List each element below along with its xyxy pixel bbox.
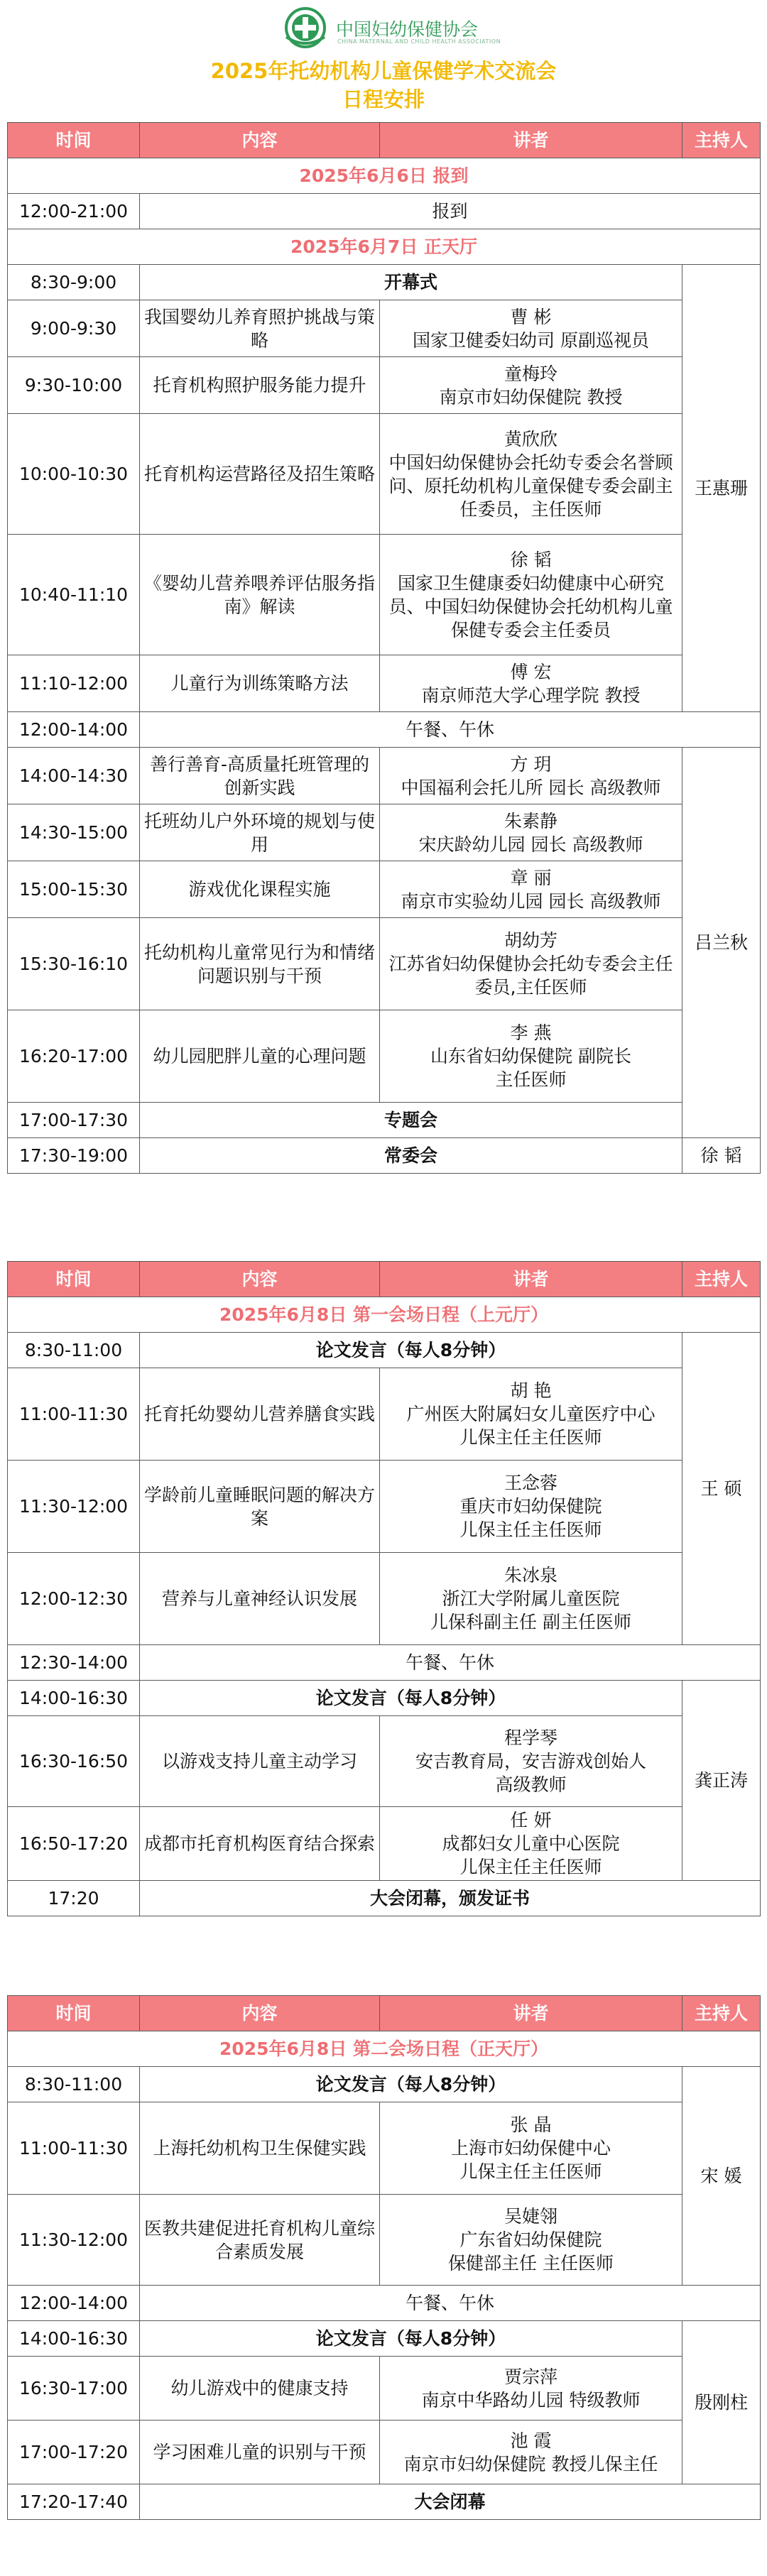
- speaker-cell: 傅 宏 南京师范大学心理学院 教授: [380, 655, 682, 712]
- schedule-table-hall1: [7, 1261, 761, 1916]
- page-header: [0, 0, 767, 121]
- time-cell: 11:00-11:30: [8, 2102, 140, 2195]
- table-row: [8, 2321, 761, 2357]
- time-cell: 17:00-17:20: [8, 2421, 140, 2484]
- content-cell: 医教共建促进托育机构儿童综合素质发展: [140, 2195, 380, 2286]
- content-cell: 托幼机构儿童常见行为和情绪问题识别与干预: [140, 918, 380, 1010]
- date-row: 2025年6月8日 第二会场日程（正天厅）: [8, 2031, 761, 2067]
- time-cell: 9:00-9:30: [8, 300, 140, 357]
- table-row: [8, 1716, 761, 1807]
- speaker-cell: 吴婕翎 广东省妇幼保健院 保健部主任 主任医师: [380, 2195, 682, 2286]
- time-cell: 12:00-21:00: [8, 194, 140, 229]
- time-cell: 16:20-17:00: [8, 1010, 140, 1103]
- host-cell: 宋 媛: [682, 2067, 761, 2286]
- table-row: [8, 414, 761, 535]
- column-header-time: 时间: [8, 123, 140, 158]
- table-row: [8, 748, 761, 804]
- content-cell: 午餐、午休: [140, 1645, 761, 1681]
- content-cell: 以游戏支持儿童主动学习: [140, 1716, 380, 1807]
- table-row: [8, 2484, 761, 2520]
- time-cell: 17:30-19:00: [8, 1138, 140, 1174]
- time-cell: 16:30-16:50: [8, 1716, 140, 1807]
- association-logo: [281, 6, 501, 50]
- content-cell: 报到: [140, 194, 761, 229]
- content-cell: 专题会: [140, 1103, 682, 1138]
- speaker-cell: 朱素静 宋庆龄幼儿园 园长 高级教师: [380, 804, 682, 861]
- content-cell: 论文发言（每人8分钟）: [140, 2067, 682, 2102]
- host-cell: 徐 韬: [682, 1138, 761, 1174]
- logo-english-text: CHINA MATERNAL AND CHILD HEALTH ASSOCIATION: [337, 38, 501, 45]
- table-row: [8, 804, 761, 861]
- table-row: [8, 2102, 761, 2195]
- content-cell: 成都市托育机构医育结合探索: [140, 1807, 380, 1881]
- table-row: [8, 300, 761, 357]
- time-cell: 12:00-14:00: [8, 712, 140, 748]
- column-header-content: 内容: [140, 1996, 380, 2031]
- page-title: 2025年托幼机构儿童保健学术交流会: [210, 59, 557, 83]
- table-row: [8, 194, 761, 229]
- time-cell: 10:00-10:30: [8, 414, 140, 535]
- host-cell: 王惠珊: [682, 265, 761, 712]
- host-cell: 殷刚柱: [682, 2321, 761, 2484]
- column-header-time: 时间: [8, 1262, 140, 1297]
- content-cell: 论文发言（每人8分钟）: [140, 2321, 682, 2357]
- time-cell: 11:30-12:00: [8, 2195, 140, 2286]
- table-row: [8, 2286, 761, 2321]
- time-cell: 12:30-14:00: [8, 1645, 140, 1681]
- schedule-table-hall2: [7, 1995, 761, 2520]
- time-cell: 11:00-11:30: [8, 1368, 140, 1461]
- date-row: 2025年6月7日 正天厅: [8, 229, 761, 265]
- speaker-cell: 任 妍 成都妇女儿童中心医院 儿保主任主任医师: [380, 1807, 682, 1881]
- speaker-cell: 胡幼芳 江苏省妇幼保健协会托幼专委会主任委员,主任医师: [380, 918, 682, 1010]
- content-cell: 幼儿游戏中的健康支持: [140, 2357, 380, 2421]
- table-row: [8, 918, 761, 1010]
- speaker-cell: 王念蓉 重庆市妇幼保健院 儿保主任主任医师: [380, 1461, 682, 1553]
- table-row: [8, 1681, 761, 1716]
- content-cell: 论文发言（每人8分钟）: [140, 1681, 682, 1716]
- speaker-cell: 徐 韬 国家卫生健康委妇幼健康中心研究员、中国妇幼保健协会托幼机构儿童保健专委会主任委员: [380, 535, 682, 655]
- content-cell: 学习困难儿童的识别与干预: [140, 2421, 380, 2484]
- table-header-row: [8, 1262, 761, 1297]
- column-header-speaker: 讲者: [380, 123, 682, 158]
- time-cell: 14:00-16:30: [8, 1681, 140, 1716]
- column-header-speaker: 讲者: [380, 1262, 682, 1297]
- speaker-cell: 朱冰泉 浙江大学附属儿童医院 儿保科副主任 副主任医师: [380, 1553, 682, 1645]
- time-cell: 11:30-12:00: [8, 1461, 140, 1553]
- speaker-cell: 童梅玲 南京市妇幼保健院 教授: [380, 357, 682, 414]
- time-cell: 14:00-14:30: [8, 748, 140, 804]
- content-cell: 午餐、午休: [140, 2286, 761, 2321]
- speaker-cell: 黄欣欣 中国妇幼保健协会托幼专委会名誉顾问、原托幼机构儿童保健专委会副主任委员，主任医师: [380, 414, 682, 535]
- host-cell: 王 硕: [682, 1333, 761, 1645]
- table-header-row: [8, 1996, 761, 2031]
- time-cell: 17:20-17:40: [8, 2484, 140, 2520]
- table-row: [8, 712, 761, 748]
- content-cell: 常委会: [140, 1138, 682, 1174]
- content-cell: 《婴幼儿营养喂养评估服务指南》解读: [140, 535, 380, 655]
- time-cell: 15:30-16:10: [8, 918, 140, 1010]
- speaker-cell: 章 丽 南京市实验幼儿园 园长 高级教师: [380, 861, 682, 918]
- content-cell: 游戏优化课程实施: [140, 861, 380, 918]
- host-cell: 龚正涛: [682, 1681, 761, 1881]
- time-cell: 12:00-14:00: [8, 2286, 140, 2321]
- time-cell: 10:40-11:10: [8, 535, 140, 655]
- table-row: [8, 265, 761, 300]
- time-cell: 17:20: [8, 1881, 140, 1916]
- table-row: [8, 2067, 761, 2102]
- table-row: [8, 2421, 761, 2484]
- content-cell: 开幕式: [140, 265, 682, 300]
- table-row: [8, 2195, 761, 2286]
- time-cell: 16:50-17:20: [8, 1807, 140, 1881]
- table-row: [8, 1881, 761, 1916]
- content-cell: 大会闭幕: [140, 2484, 761, 2520]
- page-subtitle: 日程安排: [342, 87, 425, 111]
- content-cell: 托班幼儿户外环境的规划与使用: [140, 804, 380, 861]
- table-row: [8, 1010, 761, 1103]
- time-cell: 8:30-9:00: [8, 265, 140, 300]
- content-cell: 善行善育-高质量托班管理的创新实践: [140, 748, 380, 804]
- content-cell: 论文发言（每人8分钟）: [140, 1333, 682, 1368]
- column-header-host: 主持人: [682, 1996, 761, 2031]
- schedule-table-day1: [7, 122, 761, 1174]
- content-cell: 上海托幼机构卫生保健实践: [140, 2102, 380, 2195]
- content-cell: 托育机构照护服务能力提升: [140, 357, 380, 414]
- time-cell: 14:30-15:00: [8, 804, 140, 861]
- table-row: [8, 1368, 761, 1461]
- speaker-cell: 张 晶 上海市妇幼保健中心 儿保主任主任医师: [380, 2102, 682, 2195]
- content-cell: 学龄前儿童睡眠问题的解决方案: [140, 1461, 380, 1553]
- column-header-host: 主持人: [682, 1262, 761, 1297]
- table-row: [8, 655, 761, 712]
- table-row: [8, 1645, 761, 1681]
- date-row: 2025年6月8日 第一会场日程（上元厅）: [8, 1297, 761, 1333]
- table-row: [8, 1103, 761, 1138]
- table-row: [8, 1553, 761, 1645]
- content-cell: 幼儿园肥胖儿童的心理问题: [140, 1010, 380, 1103]
- host-cell: 吕兰秋: [682, 748, 761, 1138]
- time-cell: 16:30-17:00: [8, 2357, 140, 2421]
- table-row: [8, 1807, 761, 1881]
- time-cell: 14:00-16:30: [8, 2321, 140, 2357]
- time-cell: 11:10-12:00: [8, 655, 140, 712]
- column-header-speaker: 讲者: [380, 1996, 682, 2031]
- content-cell: 营养与儿童神经认识发展: [140, 1553, 380, 1645]
- table-row: [8, 2357, 761, 2421]
- speaker-cell: 曹 彬 国家卫健委妇幼司 原副巡视员: [380, 300, 682, 357]
- time-cell: 17:00-17:30: [8, 1103, 140, 1138]
- column-header-time: 时间: [8, 1996, 140, 2031]
- content-cell: 托育托幼婴幼儿营养膳食实践: [140, 1368, 380, 1461]
- content-cell: 大会闭幕，颁发证书: [140, 1881, 761, 1916]
- time-cell: 9:30-10:00: [8, 357, 140, 414]
- content-cell: 我国婴幼儿养育照护挑战与策略: [140, 300, 380, 357]
- speaker-cell: 方 玥 中国福利会托儿所 园长 高级教师: [380, 748, 682, 804]
- speaker-cell: 胡 艳 广州医大附属妇女儿童医疗中心 儿保主任主任医师: [380, 1368, 682, 1461]
- content-cell: 托育机构运营路径及招生策略: [140, 414, 380, 535]
- table-row: [8, 535, 761, 655]
- speaker-cell: 贾宗萍 南京中华路幼儿园 特级教师: [380, 2357, 682, 2421]
- speaker-cell: 程学琴 安吉教育局，安吉游戏创始人 高级教师: [380, 1716, 682, 1807]
- time-cell: 8:30-11:00: [8, 2067, 140, 2102]
- table-row: [8, 357, 761, 414]
- column-header-content: 内容: [140, 123, 380, 158]
- logo-text: 中国妇幼保健协会: [336, 19, 479, 40]
- time-cell: 12:00-12:30: [8, 1553, 140, 1645]
- column-header-host: 主持人: [682, 123, 761, 158]
- time-cell: 15:00-15:30: [8, 861, 140, 918]
- speaker-cell: 李 燕 山东省妇幼保健院 副院长 主任医师: [380, 1010, 682, 1103]
- table-row: [8, 1461, 761, 1553]
- table-row: [8, 1333, 761, 1368]
- table-row: [8, 1138, 761, 1174]
- date-row: 2025年6月6日 报到: [8, 158, 761, 194]
- speaker-cell: 池 霞 南京市妇幼保健院 教授儿保主任: [380, 2421, 682, 2484]
- content-cell: 儿童行为训练策略方法: [140, 655, 380, 712]
- table-header-row: [8, 123, 761, 158]
- table-row: [8, 861, 761, 918]
- time-cell: 8:30-11:00: [8, 1333, 140, 1368]
- column-header-content: 内容: [140, 1262, 380, 1297]
- logo-emblem-icon: [281, 6, 330, 50]
- content-cell: 午餐、午休: [140, 712, 761, 748]
